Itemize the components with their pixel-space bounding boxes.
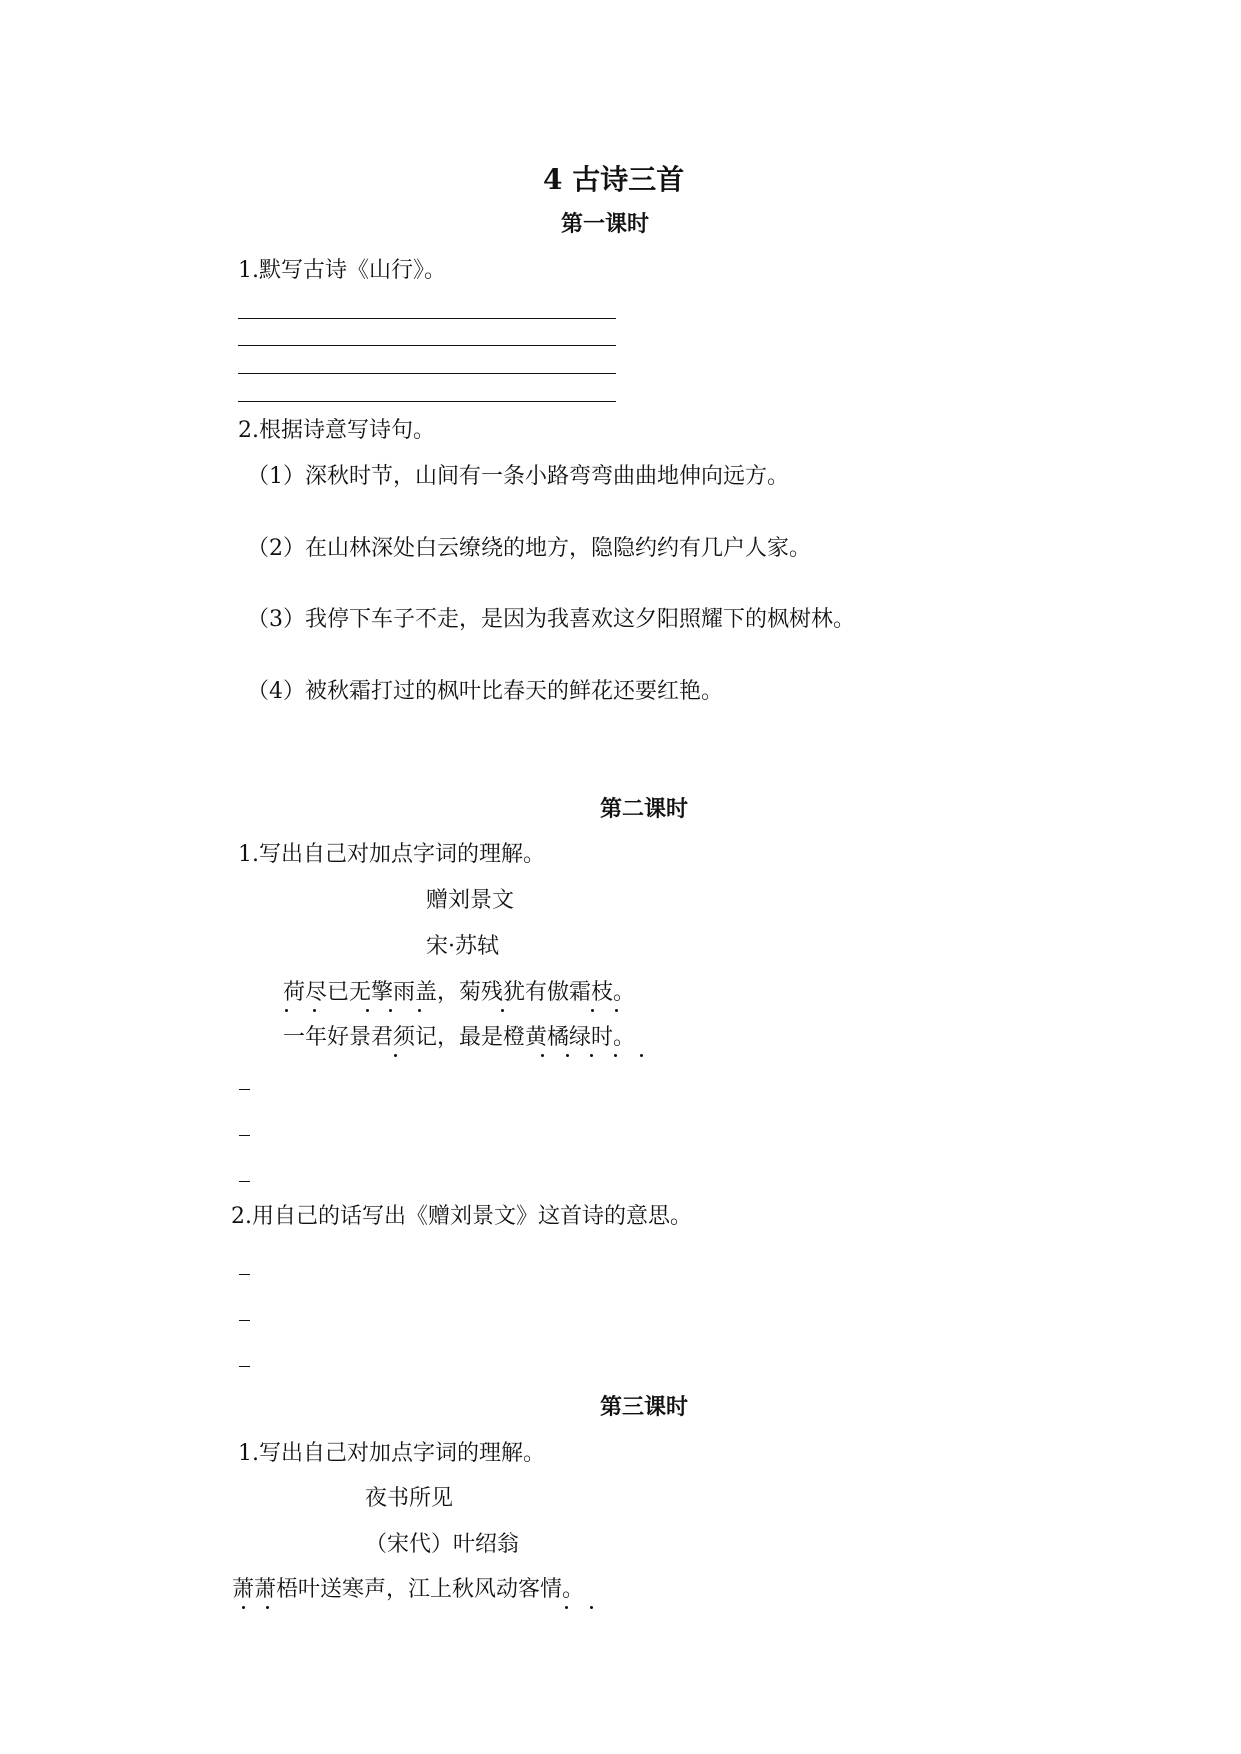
lesson-3-heading: 第三课时 (600, 1394, 689, 1420)
answer-line[interactable] (238, 373, 616, 374)
lesson-3-question-1: 1.写出自己对加点字词的理解。 (238, 1441, 545, 1466)
lesson-1-heading: 第一课时 (561, 211, 650, 237)
emphasis-dot (590, 1606, 593, 1609)
emphasis-dot (615, 1009, 618, 1012)
emphasis-dot (614, 1054, 617, 1057)
lesson-2-poem-line-1: 荷尽已无擎雨盖，菊残犹有傲霜枝。 (283, 980, 636, 1005)
answer-dash[interactable] (239, 1181, 250, 1182)
emphasis-dot (313, 1009, 316, 1012)
emphasis-dot (389, 1009, 392, 1012)
lesson-2-question-2: 2.用自己的话写出《赠刘景文》这首诗的意思。 (231, 1204, 692, 1229)
lesson-1-item-2: （2）在山林深处白云缭绕的地方，隐隐约约有几户人家。 (247, 536, 811, 561)
answer-line[interactable] (238, 401, 616, 402)
emphasis-dot (541, 1054, 544, 1057)
emphasis-dot (591, 1009, 594, 1012)
emphasis-dot (242, 1606, 245, 1609)
emphasis-dot (565, 1606, 568, 1609)
emphasis-dot (394, 1054, 397, 1057)
emphasis-dot (418, 1009, 421, 1012)
answer-line[interactable] (238, 345, 616, 346)
lesson-3-poem-title: 夜书所见 (365, 1486, 454, 1511)
answer-dash[interactable] (239, 1135, 250, 1136)
page-title: 4 古诗三首 (543, 163, 685, 196)
emphasis-dot (285, 1009, 288, 1012)
emphasis-dot (590, 1054, 593, 1057)
emphasis-dot (640, 1054, 643, 1057)
lesson-1-item-1: （1）深秋时节，山间有一条小路弯弯曲曲地伸向远方。 (247, 464, 789, 489)
answer-dash[interactable] (239, 1320, 250, 1321)
lesson-1-question-1: 1.默写古诗《山行》。 (238, 258, 446, 283)
answer-line[interactable] (238, 318, 616, 319)
lesson-2-poem-author: 宋·苏轼 (426, 934, 499, 959)
emphasis-dot (566, 1054, 569, 1057)
lesson-1-item-4: （4）被秋霜打过的枫叶比春天的鲜花还要红艳。 (247, 679, 723, 704)
lesson-2-poem-line-2: 一年好景君须记，最是橙黄橘绿时。 (283, 1025, 636, 1050)
lesson-1-question-2: 2.根据诗意写诗句。 (238, 418, 435, 443)
answer-dash[interactable] (239, 1274, 250, 1275)
lesson-1-item-3: （3）我停下车子不走，是因为我喜欢这夕阳照耀下的枫树林。 (247, 607, 855, 632)
answer-dash[interactable] (239, 1366, 250, 1367)
lesson-2-question-1: 1.写出自己对加点字词的理解。 (238, 842, 545, 867)
answer-dash[interactable] (239, 1089, 250, 1090)
lesson-3-poem-line: 萧萧梧叶送寒声，江上秋风动客情。 (232, 1577, 585, 1602)
emphasis-dot (501, 1009, 504, 1012)
emphasis-dot (266, 1606, 269, 1609)
lesson-2-poem-title: 赠刘景文 (426, 888, 515, 913)
lesson-3-poem-author: （宋代）叶绍翁 (365, 1532, 520, 1557)
lesson-2-heading: 第二课时 (600, 796, 689, 822)
emphasis-dot (366, 1009, 369, 1012)
